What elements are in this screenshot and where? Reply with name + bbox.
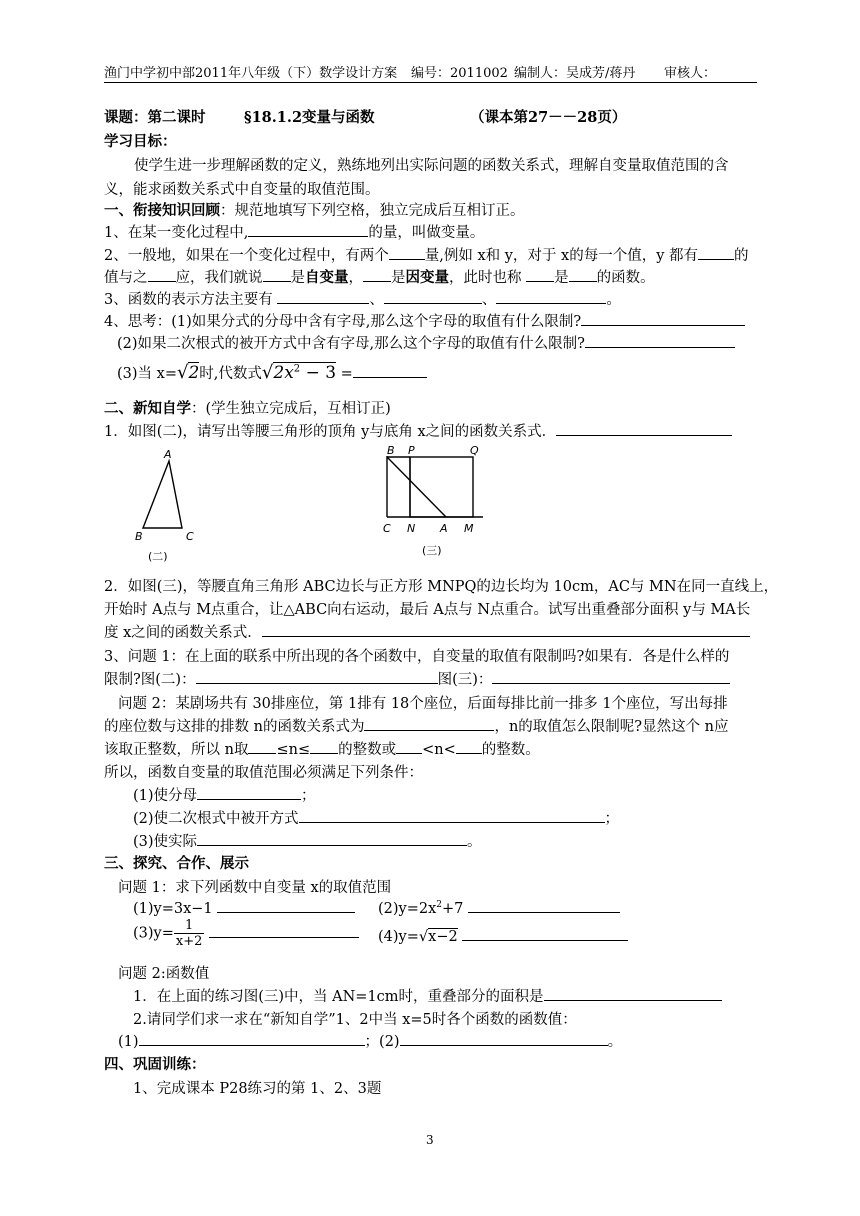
review-q1: 1、在某一变化过程中, 的量，叫做变量。 (104, 221, 484, 242)
blank-cond1[interactable] (197, 785, 301, 800)
triangle-hypotenuse (387, 457, 446, 517)
explore-f2: $(2)y=2x^2+7$ (378, 898, 620, 917)
header-number: 编号：2011002 (411, 66, 508, 81)
self-study-heading: 二、新知自学：(学生独立完成后，互相订正) (104, 400, 391, 417)
problem2-line2: 的座位数与这排的排数 n的函数关系式为 ，n的取值怎么限制呢?显然这个 n应 (104, 715, 729, 736)
blank-f4[interactable] (462, 926, 628, 941)
fig3-label-c: C (383, 522, 391, 535)
figure-2-triangle (126, 446, 216, 568)
square-mnpq (410, 457, 473, 517)
consolidate-item1: 1、完成课本 P28练习的第 1、2、3题 (133, 1081, 382, 1097)
blank-p2-formula[interactable] (364, 716, 494, 731)
consolidate-heading: 四、巩固训练： (104, 1056, 206, 1073)
explore-v2: 2.请同学们求一求在“新知自学”1、2中当 x=5时各个函数的函数值： (133, 1012, 577, 1028)
header-reviewer: 审核人： (664, 66, 717, 81)
blank-q2-f[interactable] (526, 267, 554, 282)
blank-q2-a[interactable] (389, 245, 425, 260)
blank-q3-a[interactable] (277, 289, 369, 304)
blank-ss-q1[interactable] (556, 421, 732, 436)
triangle-shape (143, 461, 182, 528)
blank-v3-a[interactable] (139, 1031, 365, 1046)
fig2-caption: (二) (148, 550, 168, 563)
blank-ss-q3-fig2[interactable] (196, 669, 438, 684)
blank-q2-g[interactable] (569, 267, 597, 282)
blank-v1[interactable] (544, 986, 722, 1001)
review-q2-line1: 2、一般地，如果在一个变化过程中，有两个 量,例如 x和 y，对于 x的每一个值，y 都有 的 (104, 244, 749, 265)
review-q4-line1: 4、思考：(1)如果分式的分母中含有字母,那么这个字母的取值有什么限制? (104, 310, 745, 331)
blank-q2-b[interactable] (698, 245, 734, 260)
blank-p2-b[interactable] (310, 739, 338, 754)
review-q2-line2: 值与之 应，我们就说 是自变量， 是因变量，此时也称 是 的函数。 (104, 269, 655, 286)
blank-q3-b[interactable] (384, 289, 482, 304)
fig3-label-q: Q (470, 444, 479, 457)
conditions-intro: 所以，函数自变量的取值范围必须满足下列条件： (104, 765, 423, 781)
condition-1: (1)使分母 ； (133, 784, 316, 805)
self-study-q2-line1: 2．如图(三)，等腰直角三角形 ABC边长与正方形 MNPQ的边长均为 10cm，AC与 MN在同一直线上， (104, 579, 779, 595)
blank-q2-c[interactable] (148, 267, 176, 282)
fig3-caption: (三) (422, 544, 442, 557)
header-author: 编制人：吴成芳/蒋丹 (514, 66, 636, 81)
explore-v1: 1．在上面的练习图(三)中，当 AN=1cm时，重叠部分的面积是 (133, 985, 722, 1006)
blank-q4-b[interactable] (585, 333, 735, 348)
header-school: 渔门中学初中部2011年八年级（下）数学设计方案 (104, 66, 398, 81)
figure-3-square (378, 444, 493, 564)
self-study-q3-line1: 3、问题 1：在上面的联系中所出现的各个函数中，自变量的取值有限制吗?如果有．各是什么样的 (104, 649, 730, 665)
problem2-line1: 问题 2：某剧场共有 30排座位，第 1排有 18个座位，后面每排比前一排多 1个座位，写出每排 (118, 696, 728, 712)
topic-section: §18.1.2变量与函数 (244, 109, 375, 126)
explore-p2: 问题 2:函数值 (118, 966, 210, 982)
objectives-heading: 学习目标： (104, 133, 177, 150)
blank-f3[interactable] (209, 923, 359, 938)
blank-p2-a[interactable] (248, 739, 276, 754)
page-number: 3 (426, 1133, 434, 1147)
explore-f1: (1)y=3x−1 (133, 898, 355, 917)
explore-f3: (3)y= $\frac{1}{x+2}$ (133, 918, 359, 949)
condition-2: (2)使二次根式中被开方式 ； (133, 807, 619, 828)
fig3-label-n: N (407, 522, 416, 535)
explore-v3: (1) ；(2) 。 (118, 1030, 622, 1051)
fig3-label-b: B (387, 444, 395, 457)
explore-heading: 三、探究、合作、展示 (104, 855, 249, 872)
blank-cond3[interactable] (197, 831, 467, 846)
topic-pages: （课本第27－－28页） (470, 109, 627, 126)
self-study-q2-line2: 开始时 A点与 M点重合，让△ABC向右运动，最后 A点与 N点重合。试写出重叠部分面积 y与 MA长 (104, 602, 751, 618)
blank-f2[interactable] (468, 898, 620, 913)
objectives-line2: 义，能求函数关系式中自变量的取值范围。 (104, 182, 380, 198)
blank-q4-c[interactable] (353, 363, 427, 378)
topic-title: 课题：第二课时 (104, 109, 206, 126)
blank-q3-c[interactable] (496, 289, 606, 304)
self-study-q1: 1．如图(二)，请写出等腰三角形的顶角 y与底角 x之间的函数关系式． (104, 420, 732, 441)
fig3-label-p: P (408, 444, 415, 457)
review-q4-line2: (2)如果二次根式的被开方式中含有字母,那么这个字母的取值有什么限制? (117, 332, 735, 353)
fig2-label-c: C (186, 530, 194, 543)
review-heading: 一、衔接知识回顾：规范地填写下列空格，独立完成后互相订正。 (104, 202, 525, 219)
fig2-label-a: A (164, 448, 172, 461)
blank-ss-q2[interactable] (262, 622, 750, 637)
fig3-label-m: M (464, 522, 474, 535)
fig2-label-b: B (135, 530, 143, 543)
self-study-q2-line3: 度 x之间的函数关系式． (104, 621, 750, 642)
explore-f4: (4)y=√x−2 (378, 926, 628, 945)
explore-p1: 问题 1：求下列函数中自变量 x的取值范围 (118, 880, 392, 896)
objectives-line1: 使学生进一步理解函数的定义，熟练地列出实际问题的函数关系式，理解自变量取值范围的含 (134, 158, 729, 174)
problem2-line3: 该取正整数，所以 n取 ≤n≤ 的整数或 <n< 的整数。 (104, 738, 540, 759)
blank-q1[interactable] (248, 222, 368, 237)
fig3-label-a: A (440, 522, 448, 535)
blank-p2-c[interactable] (396, 739, 422, 754)
blank-q2-d[interactable] (263, 267, 291, 282)
self-study-q3-line2: 限制?图(二)： 图(三)： (104, 668, 730, 689)
blank-q2-e[interactable] (363, 267, 391, 282)
page-header (104, 60, 757, 83)
blank-q4-a[interactable] (581, 311, 745, 326)
blank-v3-b[interactable] (400, 1031, 608, 1046)
blank-f1[interactable] (217, 898, 355, 913)
review-q3: 3、函数的表示方法主要有 、 、 。 (104, 288, 621, 309)
review-q4-line3: (3)当 x=√2时,代数式$√2x^2 - 3$ = (117, 362, 427, 383)
blank-p2-d[interactable] (456, 739, 482, 754)
blank-ss-q3-fig3[interactable] (492, 669, 730, 684)
blank-cond2[interactable] (299, 808, 605, 823)
condition-3: (3)使实际 。 (133, 830, 482, 851)
